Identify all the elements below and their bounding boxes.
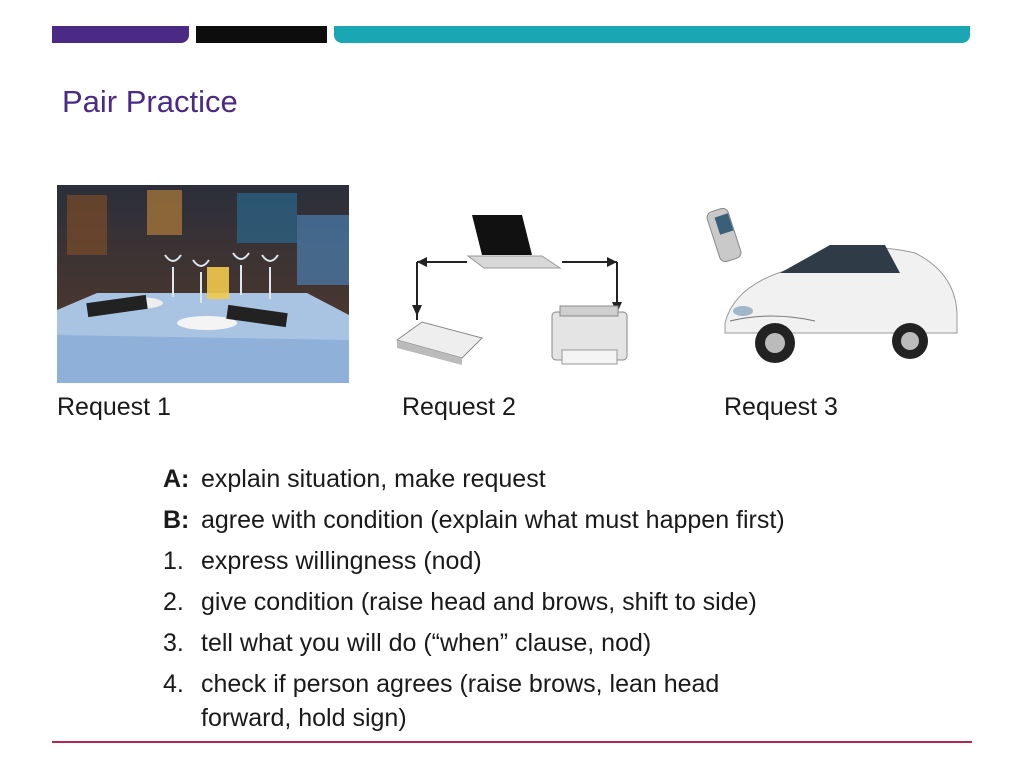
role-b <box>163 500 923 541</box>
role-a <box>163 459 923 500</box>
step-1-key: 1. <box>163 547 184 575</box>
step-3-key: 3. <box>163 629 184 657</box>
request-3-label: Request 3 <box>724 393 838 421</box>
role-b-text: agree with condition (explain what must happen first) <box>201 506 785 534</box>
instructions <box>163 459 923 735</box>
role-b-key: B: <box>163 506 190 534</box>
request-2-label: Request 2 <box>402 393 516 421</box>
role-a-key: A: <box>163 465 190 493</box>
step-2-key: 2. <box>163 588 184 616</box>
header-bar-teal <box>334 26 970 43</box>
footer-rule <box>52 741 972 743</box>
step-1-text: express willingness (nod) <box>201 547 482 575</box>
laptop-scanner-printer-diagram <box>392 210 642 375</box>
role-a-text: explain situation, make request <box>201 465 546 493</box>
step-2-text: give condition (raise head and brows, shift to side) <box>201 588 757 616</box>
request-1-label: Request 1 <box>57 393 171 421</box>
header-bar-black <box>196 26 327 43</box>
step-2 <box>163 582 923 623</box>
header-bar-purple <box>52 26 189 43</box>
restaurant-table-photo <box>57 185 349 383</box>
step-1 <box>163 541 923 582</box>
slide-title: Pair Practice <box>62 84 238 119</box>
step-4 <box>163 664 803 735</box>
step-3-text: tell what you will do (“when” clause, nod) <box>201 629 652 657</box>
step-4-key: 4. <box>163 670 184 698</box>
phone-and-car-photo <box>705 203 965 375</box>
step-4-text: check if person agrees (raise brows, lean head forward, hold sign) <box>201 670 720 732</box>
step-3 <box>163 623 923 664</box>
